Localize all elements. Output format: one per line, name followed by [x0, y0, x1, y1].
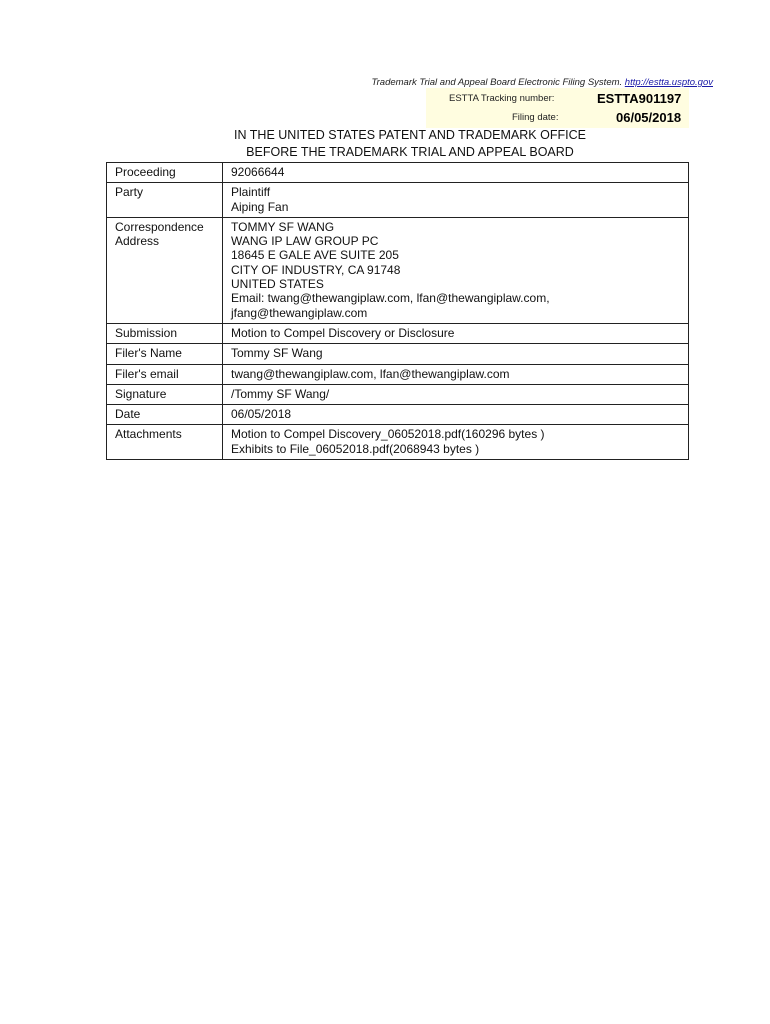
- row-value: Tommy SF Wang: [231, 346, 323, 361]
- row-value: Aiping Fan: [231, 199, 289, 214]
- row-value-cell: [223, 344, 689, 364]
- row-label-cell: [107, 323, 223, 343]
- row-value: /Tommy SF Wang/: [231, 386, 330, 401]
- row-value: Motion to Compel Discovery_06052018.pdf(160296 bytes ): [231, 427, 545, 442]
- row-label-cell: [107, 405, 223, 425]
- row-value: WANG IP LAW GROUP PC: [231, 234, 379, 249]
- row-value: Plaintiff: [231, 185, 271, 200]
- row-value: CITY OF INDUSTRY, CA 91748: [231, 262, 401, 277]
- row-label-cell: [107, 425, 223, 460]
- row-value: twang@thewangiplaw.com, lfan@thewangiplaw.com: [231, 366, 510, 381]
- row-value-cell: [223, 405, 689, 425]
- row-label-cell: [107, 163, 223, 183]
- row-value-cell: [223, 163, 689, 183]
- row-label: Date: [115, 407, 141, 422]
- table-row: [107, 183, 689, 218]
- row-value: jfang@thewangiplaw.com: [231, 305, 368, 320]
- row-label: Submission: [115, 325, 178, 340]
- filing-date-value: 06/05/2018: [616, 110, 682, 125]
- row-label: Address: [115, 234, 160, 249]
- table-row: [107, 217, 689, 323]
- row-value-cell: [223, 364, 689, 384]
- row-label-cell: [107, 384, 223, 404]
- tracking-box: [426, 88, 689, 128]
- row-label-cell: [107, 183, 223, 218]
- row-value: UNITED STATES: [231, 277, 324, 292]
- tracking-number-value: ESTTA901197: [597, 91, 682, 106]
- table-row: [107, 163, 689, 183]
- table-row: [107, 384, 689, 404]
- row-value: Email: twang@thewangiplaw.com, lfan@thewangiplaw.com,: [231, 291, 550, 306]
- title-line-1: IN THE UNITED STATES PATENT AND TRADEMARK OFFICE: [234, 128, 586, 142]
- row-value-cell: [223, 217, 689, 323]
- row-value-cell: [223, 425, 689, 460]
- row-label-cell: [107, 217, 223, 323]
- title-line-2: BEFORE THE TRADEMARK TRIAL AND APPEAL BOARD: [246, 145, 574, 159]
- row-value: Exhibits to File_06052018.pdf(2068943 bytes ): [231, 441, 480, 456]
- row-value-cell: [223, 183, 689, 218]
- system-text: Trademark Trial and Appeal Board Electronic Filing System.: [371, 77, 625, 88]
- filing-table-body: [107, 163, 689, 460]
- row-label: Party: [115, 185, 144, 200]
- table-row: [107, 364, 689, 384]
- estta-system-header: [372, 77, 713, 88]
- row-value-cell: [223, 384, 689, 404]
- row-label: Signature: [115, 386, 167, 401]
- row-label: Correspondence: [115, 219, 204, 234]
- tracking-number-label: ESTTA Tracking number:: [449, 93, 555, 104]
- row-label: Filer's email: [115, 366, 179, 381]
- estta-link[interactable]: http://estta.uspto.gov: [624, 77, 713, 88]
- row-label: Attachments: [115, 427, 182, 442]
- table-row: [107, 405, 689, 425]
- table-row: [107, 425, 689, 460]
- row-value: Motion to Compel Discovery or Disclosure: [231, 325, 455, 340]
- row-value-cell: [223, 323, 689, 343]
- row-value: 92066644: [231, 165, 285, 179]
- row-value: 06/05/2018: [231, 407, 292, 422]
- table-row: [107, 344, 689, 364]
- row-value: 18645 E GALE AVE SUITE 205: [231, 248, 399, 263]
- row-value: TOMMY SF WANG: [231, 219, 335, 234]
- filing-details-table: [106, 162, 689, 460]
- row-label-cell: [107, 344, 223, 364]
- row-label: Proceeding: [115, 165, 176, 179]
- row-label: Filer's Name: [115, 346, 182, 361]
- filing-date-label: Filing date:: [512, 112, 559, 123]
- table-row: [107, 323, 689, 343]
- row-label-cell: [107, 364, 223, 384]
